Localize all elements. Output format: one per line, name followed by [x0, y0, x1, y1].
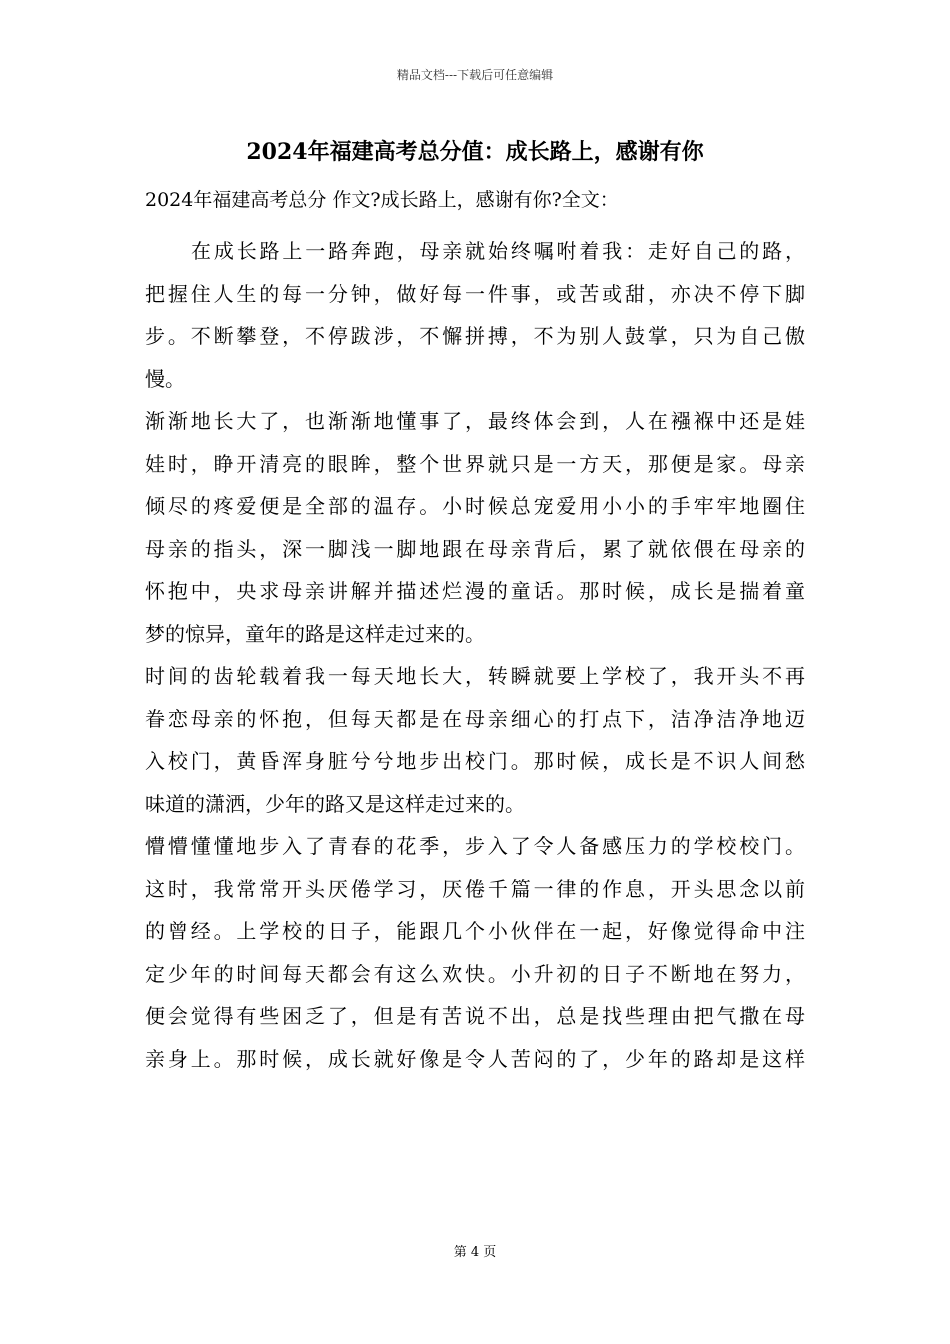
text-line: 懵懵懂懂地步入了青春的花季，步入了令人备感压力的学校校门。	[145, 834, 805, 858]
paragraph-1	[145, 230, 805, 400]
page-number: 第 4 页	[453, 1245, 497, 1260]
text-line: 渐渐地长大了，也渐渐地懂事了，最终体会到，人在襁褓中还是娃	[145, 409, 805, 433]
document-subtitle: 2024年福建高考总分 作文?成长路上，感谢有你?全文：	[145, 189, 619, 211]
page-header: 精品文档---下载后可任意编辑	[396, 68, 554, 82]
text-line: 母亲的指头，深一脚浅一脚地跟在母亲背后，累了就依偎在母亲的	[145, 536, 805, 561]
text-line: 入校门，黄昏浑身脏兮兮地步出校门。那时候，成长是不识人间愁	[145, 749, 805, 773]
text-line: 时间的齿轮载着我一每天地长大，转瞬就要上学校了，我开头不再	[145, 664, 805, 688]
text-line: 在成长路上一路奔跑，母亲就始终嘱咐着我：走好自己的路，	[191, 239, 805, 263]
text-line: 娃时，睁开清亮的眼眸，整个世界就只是一方天，那便是家。母亲	[145, 451, 805, 476]
text-line: 亲身上。那时候，成长就好像是令人苦闷的了，少年的路却是这样	[145, 1046, 805, 1071]
document-body	[145, 230, 805, 1080]
text-line: 便会觉得有些困乏了，但是有苦说不出，总是找些理由把气撒在母	[145, 1004, 805, 1028]
text-line: 定少年的时间每天都会有这么欢快。小升初的日子不断地在努力，	[145, 961, 805, 986]
text-line: 的曾经。上学校的日子，能跟几个小伙伴在一起，好像觉得命中注	[145, 919, 805, 943]
text-line: 慢。	[145, 366, 185, 391]
text-line: 梦的惊异，童年的路是这样走过来的。	[145, 621, 485, 646]
text-line: 味道的潇洒，少年的路又是这样走过来的。	[145, 791, 525, 816]
paragraph-3	[145, 655, 805, 825]
text-line: 把握住人生的每一分钟，做好每一件事，或苦或甜，亦决不停下脚	[145, 281, 805, 306]
paragraph-4	[145, 825, 805, 1080]
text-line: 眷恋母亲的怀抱，但每天都是在母亲细心的打点下，洁净洁净地迈	[145, 706, 805, 731]
text-line: 倾尽的疼爱便是全部的温存。小时候总宠爱用小小的手牢牢地圈住	[145, 494, 805, 518]
text-line: 怀抱中，央求母亲讲解并描述烂漫的童话。那时候，成长是揣着童	[145, 579, 805, 603]
text-line: 步。不断攀登，不停跋涉，不懈拼搏，不为别人鼓掌，只为自己傲	[145, 324, 805, 348]
document-title: 2024年福建高考总分值：成长路上，感谢有你	[246, 139, 704, 165]
paragraph-2	[145, 400, 805, 655]
text-line: 这时，我常常开头厌倦学习，厌倦千篇一律的作息，开头思念以前	[145, 876, 805, 901]
